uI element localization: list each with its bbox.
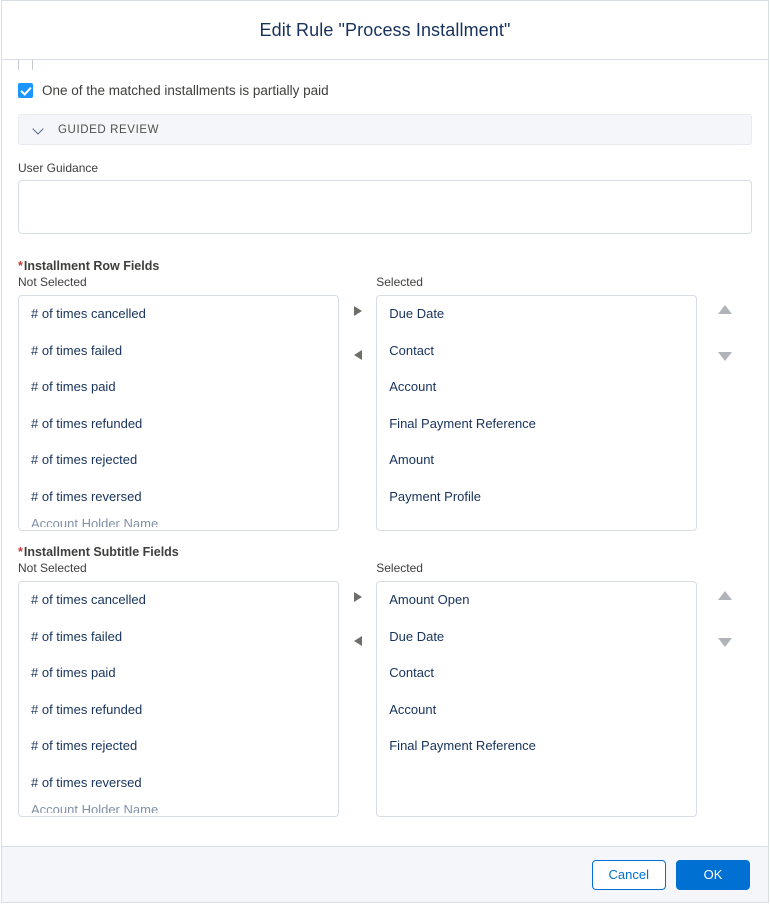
list-item[interactable]: Final Payment Reference [389,738,536,753]
list-item[interactable]: # of times failed [31,628,123,644]
dueling-picklist-subtitle-fields [18,561,752,817]
installment-row-fields-label [18,259,752,273]
installment-subtitle-fields-label-text: Installment Subtitle Fields [23,545,179,559]
list-item[interactable]: # of times paid [31,665,116,680]
move-left-icon[interactable] [350,633,366,649]
list-item[interactable]: Amount Open [389,592,470,607]
move-right-icon[interactable] [350,589,366,605]
move-up-icon[interactable] [717,587,733,603]
edit-rule-modal [1,0,769,903]
row-fields-not-selected-col [18,275,339,531]
modal-header [2,1,768,60]
list-item[interactable]: Account [389,379,437,394]
list-item[interactable]: Payment Profile [389,488,481,504]
section-title-guided-review: GUIDED REVIEW [58,123,160,136]
list-item[interactable]: # of times cancelled [31,592,146,607]
user-guidance-textarea[interactable] [18,180,752,234]
subtitle-fields-not-selected-col [18,561,339,817]
row-fields-transfer-arrows [339,275,376,363]
section-header-guided-review[interactable] [18,114,752,145]
list-item-clipped[interactable]: Account Holder Name [31,802,159,813]
list-item[interactable]: # of times reversed [31,774,142,790]
move-up-icon[interactable] [717,301,733,317]
list-item[interactable]: # of times cancelled [31,306,146,321]
subtitle-fields-selected-label: Selected [376,561,423,575]
subtitle-fields-reorder-arrows [697,561,752,650]
row-fields-selected-listbox[interactable] [376,295,697,531]
installment-subtitle-fields-label [18,545,752,559]
page-title: Edit Rule "Process Installment" [259,19,511,40]
checkbox-checked-icon[interactable] [18,83,33,98]
checkbox-row-clipped[interactable] [18,60,752,70]
modal-body [2,60,768,846]
list-item[interactable]: # of times rejected [31,452,138,467]
row-fields-not-selected-label: Not Selected [18,275,87,289]
list-item[interactable]: Amount [389,452,435,467]
subtitle-fields-transfer-arrows [339,561,376,649]
chevron-down-icon[interactable] [33,123,46,136]
list-item[interactable]: # of times rejected [31,738,138,753]
installment-row-fields-label-text: Installment Row Fields [23,259,160,273]
list-item[interactable]: Account [389,701,437,717]
list-item-clipped[interactable]: Account Holder Name [31,516,159,527]
subtitle-fields-not-selected-listbox[interactable] [18,581,339,817]
move-down-icon[interactable] [717,634,733,650]
required-asterisk: * [18,259,23,273]
cancel-button[interactable]: Cancel [592,860,666,890]
list-item[interactable]: Due Date [389,306,445,321]
user-guidance-label: User Guidance [18,161,99,175]
move-down-icon[interactable] [717,348,733,364]
list-item[interactable]: Final Payment Reference [389,415,536,431]
list-item[interactable]: # of times paid [31,379,116,394]
checkbox-row-partially-paid[interactable] [18,78,752,102]
list-item[interactable]: # of times failed [31,342,123,358]
move-left-icon[interactable] [350,347,366,363]
move-right-icon[interactable] [350,303,366,319]
list-item[interactable]: Due Date [389,628,445,644]
list-item[interactable]: # of times refunded [31,701,143,717]
row-fields-selected-label: Selected [376,275,423,289]
ok-button[interactable]: OK [676,860,750,890]
checkbox-icon[interactable] [18,60,33,70]
subtitle-fields-selected-listbox[interactable] [376,581,697,817]
subtitle-fields-not-selected-label: Not Selected [18,561,87,575]
required-asterisk: * [18,545,23,559]
list-item[interactable]: # of times reversed [31,488,142,504]
list-item[interactable]: Contact [389,342,435,358]
list-item[interactable]: # of times refunded [31,415,143,431]
modal-footer [2,846,768,902]
row-fields-reorder-arrows [697,275,752,364]
list-item[interactable]: Contact [389,665,435,680]
checkbox-label-partially-paid: One of the matched installments is partially paid [42,82,329,98]
row-fields-selected-col [376,275,697,531]
dueling-picklist-row-fields [18,275,752,531]
row-fields-not-selected-listbox[interactable] [18,295,339,531]
subtitle-fields-selected-col [376,561,697,817]
scroll-area[interactable] [18,60,752,846]
